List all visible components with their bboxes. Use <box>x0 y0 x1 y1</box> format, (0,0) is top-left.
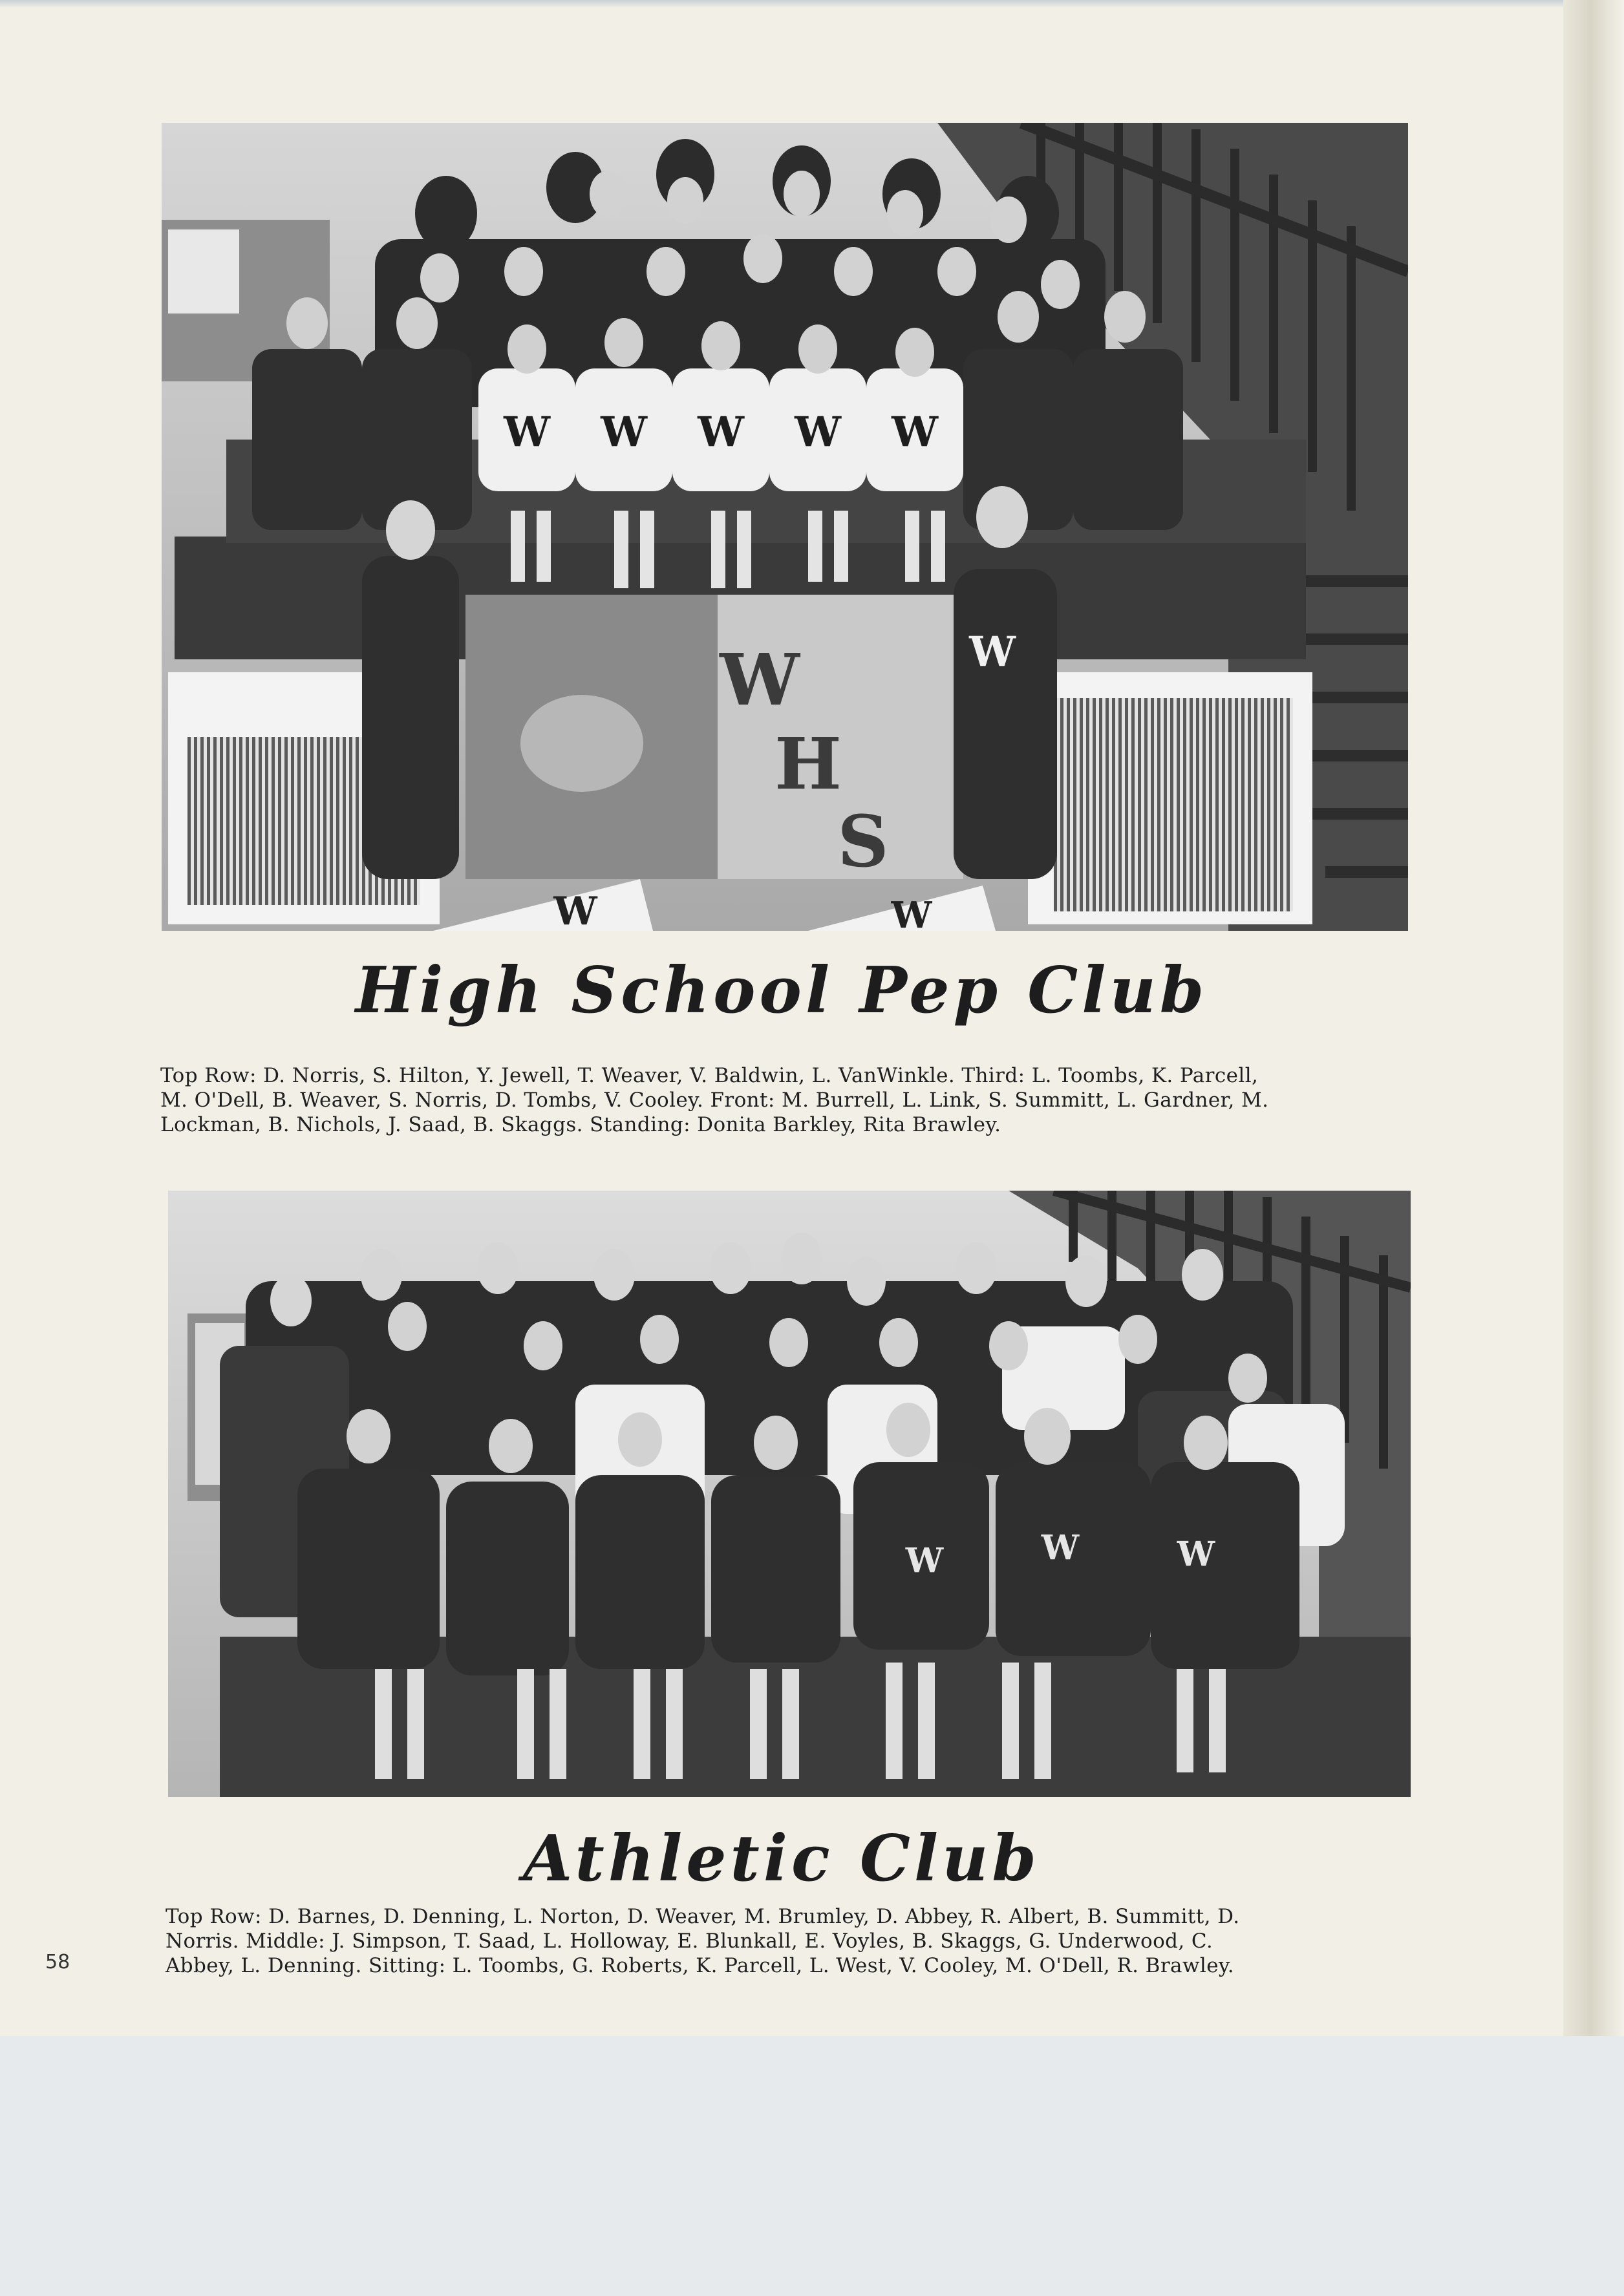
cardigan-letter: W <box>969 628 1016 676</box>
caption-line: Top Row: D. Norris, S. Hilton, Y. Jewell, T. Weaver, V. Baldwin, L. VanWinkle. Third: L. Toombs, K. Parcell, <box>160 1064 1259 1087</box>
cardigan-letter: W <box>1177 1535 1215 1574</box>
sweater-letter: W <box>892 408 938 456</box>
sweater-letter: W <box>795 408 841 456</box>
megaphone-letter: W <box>891 894 932 931</box>
banner-letter-w: W <box>720 638 800 721</box>
sweater-letter: W <box>698 408 744 456</box>
caption-line: Lockman, B. Nichols, J. Saad, B. Skaggs. Standing: Donita Barkley, Rita Brawley. <box>160 1113 1001 1136</box>
athletic-club-photo <box>168 1191 1411 1797</box>
scanner-background <box>0 2036 1624 2296</box>
caption-line: Norris. Middle: J. Simpson, T. Saad, L. Holloway, E. Blunkall, E. Voyles, B. Skaggs, G. Underwood, C. <box>166 1929 1213 1953</box>
banner-letter-h: H <box>775 722 842 805</box>
athletic-club-caption <box>166 1904 1240 1978</box>
cardigan-letter: W <box>905 1541 944 1580</box>
pep-club-caption <box>160 1063 1268 1137</box>
sweater-letter: W <box>601 408 647 456</box>
caption-line: M. O'Dell, B. Weaver, S. Norris, D. Tombs, V. Cooley. Front: M. Burrell, L. Link, S. Summitt, L. Gardner, M. <box>160 1089 1269 1112</box>
pep-club-photo-scene <box>162 123 1408 931</box>
athletic-club-photo-scene <box>168 1191 1411 1797</box>
page-gutter <box>1563 0 1624 2036</box>
banner-letter-s: S <box>837 800 889 883</box>
caption-line: Top Row: D. Barnes, D. Denning, L. Norton, D. Weaver, M. Brumley, D. Abbey, R. Albert, B. Summitt, D. <box>166 1905 1240 1928</box>
sweater-letter: W <box>504 408 550 456</box>
page-top-edge <box>0 0 1624 8</box>
page-number: 58 <box>45 1951 70 1973</box>
megaphone-letter: W <box>553 889 597 931</box>
athletic-club-title: Athletic Club <box>523 1822 1040 1896</box>
pep-club-title: High School Pep Club <box>355 953 1208 1028</box>
pep-club-photo <box>162 123 1408 931</box>
cardigan-letter: W <box>1041 1528 1080 1568</box>
caption-line: Abbey, L. Denning. Sitting: L. Toombs, G. Roberts, K. Parcell, L. West, V. Cooley, M. O'Dell, R. Brawley. <box>166 1954 1234 1977</box>
